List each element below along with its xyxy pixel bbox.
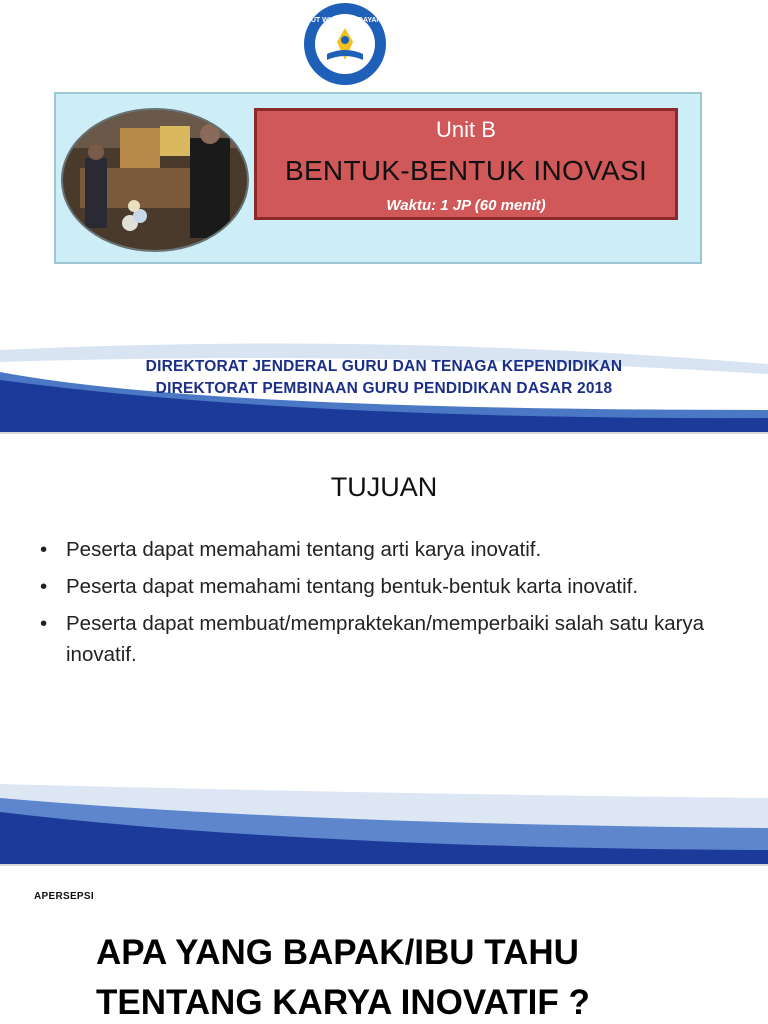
org-line-2: DIREKTORAT PEMBINAAN GURU PENDIDIKAN DASAR 2018 — [155, 380, 613, 397]
bullet-icon: • — [40, 612, 48, 635]
bullet-icon: • — [40, 538, 48, 561]
logo-text: TUT WURI HANDAYANI — [306, 17, 384, 24]
footer-wave — [0, 784, 768, 864]
section-label: APERSEPSI — [34, 891, 94, 902]
question-text: APA YANG BAPAK/IBU TAHU TENTANG KARYA INOVATIF ? — [96, 933, 590, 1022]
tujuan-heading: TUJUAN — [330, 472, 438, 502]
list-item: • Peserta dapat memahami tentang bentuk-bentuk karta inovatif. — [40, 571, 730, 602]
unit-title-box — [254, 108, 678, 220]
bullet-icon: • — [40, 575, 48, 598]
tut-wuri-handayani-logo — [303, 2, 387, 86]
slide-apersepsi — [0, 866, 768, 1024]
objectives-list — [40, 534, 730, 676]
unit-label: Unit B — [436, 117, 496, 142]
slide-tujuan — [0, 434, 768, 864]
exhibition-photo — [60, 108, 250, 252]
slide-cover — [0, 0, 768, 432]
slide-title: BENTUK-BENTUK INOVASI — [284, 155, 648, 186]
org-line-1: DIREKTORAT JENDERAL GURU DAN TENAGA KEPENDIDIKAN — [145, 358, 623, 375]
list-item: • Peserta dapat memahami tentang arti karya inovatif. — [40, 534, 730, 565]
title-banner — [54, 92, 702, 264]
list-item: • Peserta dapat membuat/mempraktekan/memperbaiki salah satu karya inovatif. — [40, 608, 730, 670]
duration-text: Waktu: 1 JP (60 menit) — [386, 197, 546, 214]
